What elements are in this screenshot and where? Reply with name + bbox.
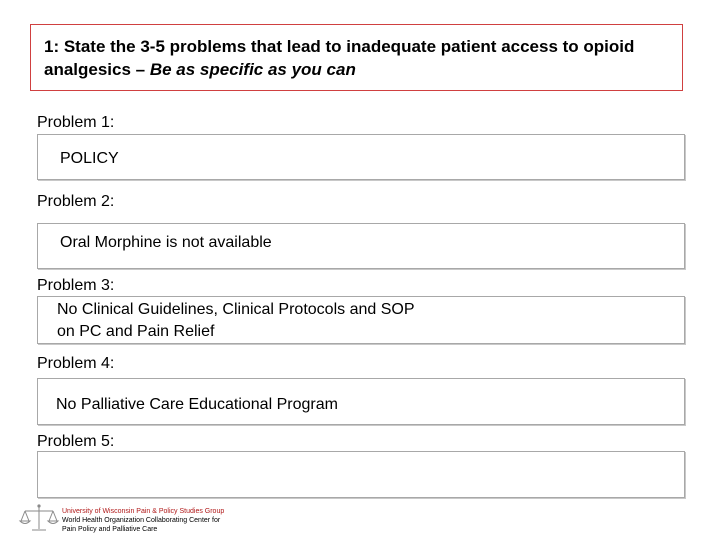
problem-3-answer: No Clinical Guidelines, Clinical Protocols and SOP on PC and Pain Relief [57, 301, 415, 340]
question-text: 1: State the 3-5 problems that lead to inadequate patient access to opioid analgesics – [44, 37, 635, 79]
footer-topic: Pain Policy and Palliative Care [62, 526, 158, 533]
problem-2-answer: Oral Morphine is not available [60, 234, 272, 251]
question-emphasis: Be as specific as you can [149, 60, 356, 79]
problem-4-answer-field[interactable] [37, 378, 685, 425]
problem-3-answer-field[interactable] [37, 296, 685, 344]
problem-2-label: Problem 2: [37, 193, 115, 210]
problem-5-label: Problem 5: [37, 433, 115, 450]
problem-3-label: Problem 3: [37, 277, 115, 294]
problem-1-answer: POLICY [60, 150, 119, 167]
problem-5-answer-field[interactable] [37, 451, 685, 498]
question-heading [30, 24, 683, 91]
footer-org: University of Wisconsin Pain & Policy Studies Group [62, 508, 225, 515]
problem-4-answer: No Palliative Care Educational Program [56, 396, 338, 413]
footer-who: World Health Organization Collaborating Center for [62, 517, 221, 524]
scales-of-justice-icon [17, 502, 61, 535]
problem-1-label: Problem 1: [37, 114, 115, 131]
footer-credits [62, 507, 224, 534]
problem-1-answer-field[interactable] [37, 134, 685, 180]
problem-4-label: Problem 4: [37, 355, 115, 372]
problem-2-answer-field[interactable] [37, 223, 685, 269]
